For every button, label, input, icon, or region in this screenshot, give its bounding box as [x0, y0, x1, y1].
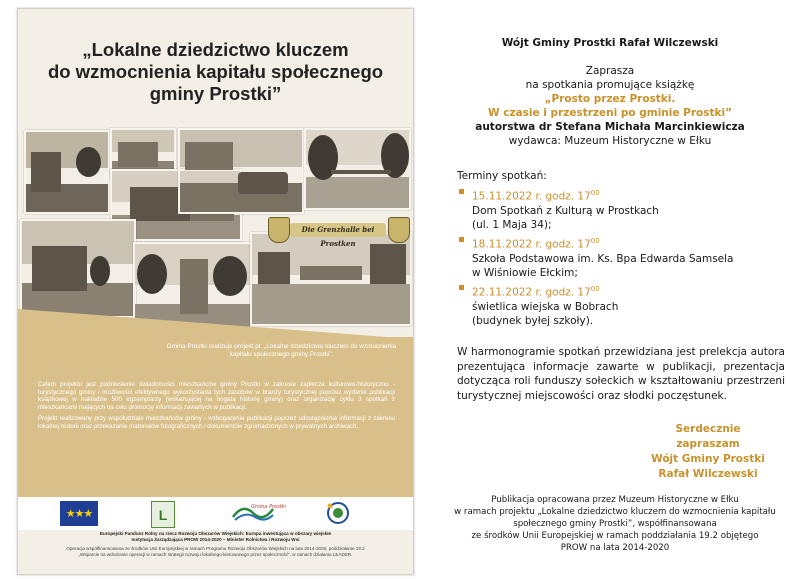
funding-logos — [18, 497, 413, 530]
publisher-text: wydawca: Muzeum Historyczne w Ełku — [508, 135, 712, 147]
author-name: Stefana Michała Marcinkiewicza — [555, 121, 745, 133]
meeting-place: Szkoła Podstawowa im. Ks. Bpa Edwarda Samsela — [472, 252, 734, 265]
meeting-item — [472, 234, 734, 280]
cover-funding-notice — [28, 531, 403, 558]
signature-line: Wójt Gminy Prostki — [651, 453, 765, 465]
eu-flag-logo: ★★★ — [60, 501, 98, 526]
meeting-date-text: 15.11.2022 r. godz. 17 — [472, 190, 591, 203]
cover-title-line: gminy Prostki” — [149, 83, 282, 104]
meeting-date-text: 22.11.2022 r. godz. 17 — [472, 286, 591, 299]
signature-line: Serdecznie zapraszam — [675, 423, 741, 450]
author-prefix: autorstwa dr — [475, 121, 552, 133]
meeting-date — [472, 282, 618, 300]
book-title: W czasie i przestrzeni po gminie Prostki” — [487, 107, 732, 119]
gold-panel-edge — [18, 309, 413, 339]
bullet-square-icon — [459, 189, 464, 194]
meeting-place: świetlica wiejska w Bobrach — [472, 300, 619, 313]
signature-block — [648, 422, 768, 482]
leader-logo: L — [151, 501, 175, 528]
publication-line: społecznego gminy Prostki”, współfinansowana — [513, 519, 717, 529]
publication-line: w ramach projektu „Lokalne dziedzictwo kluczem do wzmocnienia kapitału — [454, 507, 776, 517]
historic-photo — [178, 128, 304, 214]
project-intro: Gmina Prostki realizuje projekt pt. „Lokalne dziedzictwo kluczem do wzmocnienia kapitału społecznego gminy Prostki”. — [166, 343, 397, 358]
cover-title — [26, 39, 405, 105]
project-paragraph: Projekt realizowany przy współudziale mieszkańców gminy - wzbogacenie publikacji poprzez udostępnienie informacji z zakresu lokalnej historii oraz przekazanie materiałów fotograficznych i dokumentów zgromadzonych w prywatnych archiwach. — [38, 415, 395, 430]
coat-of-arms-icon — [388, 217, 410, 243]
signature-line: Rafał Wilczewski — [658, 468, 758, 480]
author-line — [430, 120, 790, 134]
gmina-prostki-logo — [231, 501, 286, 523]
meeting-date — [472, 234, 734, 252]
coat-of-arms-icon — [268, 217, 290, 243]
invitation-header: Wójt Gminy Prostki Rafał Wilczewski — [501, 37, 719, 49]
funding-line: „Wsparcie na wdrażanie operacji w ramach strategii rozwoju lokalnego kierowanego przez społeczność”, w ramach działania LEADER. — [78, 552, 353, 557]
funding-line: Operacja współfinansowana ze środków Unii Europejskiej w ramach Programu Rozwoju Obszarów Wiejskich na lata 2014-2020, poddziałanie 19.2 — [66, 546, 365, 551]
meeting-detail: (budynek byłej szkoły). — [472, 314, 594, 327]
historic-photo — [24, 130, 110, 214]
historic-photo — [20, 219, 136, 318]
meeting-minutes: 00 — [590, 237, 600, 245]
bullet-square-icon — [459, 285, 464, 290]
publication-note — [450, 494, 780, 554]
cover-title-line: do wzmocnienia kapitału społecznego — [47, 61, 384, 82]
invitation — [430, 0, 800, 579]
meeting-place: Dom Spotkań z Kulturą w Prostkach — [472, 204, 659, 217]
meeting-item — [472, 282, 618, 328]
invitation-intro — [430, 64, 790, 148]
invites-text: Zaprasza — [585, 65, 635, 77]
meeting-date — [472, 186, 659, 204]
meeting-minutes: 00 — [590, 189, 600, 197]
meeting-minutes: 00 — [590, 285, 600, 293]
prow-logo — [323, 501, 353, 526]
cover-title-line: „Lokalne dziedzictwo kluczem — [82, 39, 349, 60]
photo-banner — [268, 217, 408, 247]
meeting-item — [472, 186, 659, 232]
publication-line: PROW na lata 2014-2020 — [560, 543, 670, 553]
gmina-logo-text: Gmina Prostki — [251, 504, 286, 510]
book-cover — [17, 8, 414, 575]
meeting-intro-text: na spotkania promujące książkę — [525, 79, 695, 91]
banner-caption: Die Grenzhalle bei Prostken — [290, 223, 386, 237]
funding-line: Europejski Fundusz Rolny na rzecz Rozwoju Obszarów Wiejskich: Europa inwestująca w obszary wiejskie — [99, 531, 332, 536]
meeting-date-text: 18.11.2022 r. godz. 17 — [472, 238, 591, 251]
meeting-detail: w Wiśniowie Ełckim; — [472, 266, 578, 279]
historic-photo — [304, 128, 411, 210]
publication-line: Publikacja opracowana przez Muzeum Historyczne w Ełku — [491, 495, 739, 505]
program-paragraph: W harmonogramie spotkań przewidziana jest prelekcja autora prezentująca informacje zawarte w publikacji, prezentacja dotycząca roli funduszy sołeckich w kształtowaniu przestrzeni turystycznej miejscowości oraz słodki poczęstunek. — [457, 346, 785, 402]
project-description — [38, 381, 395, 435]
publication-line: ze środków Unii Europejskiej w ramach poddziałania 19.2 objętego — [471, 531, 759, 541]
funding-line: Instytucja Zarządzająca PROW 2014-2020 – Minister Rolnictwa i Rozwoju Wsi — [131, 537, 300, 542]
terms-label: Terminy spotkań: — [457, 170, 547, 182]
project-paragraph: Celem projektu jest podniesienie świadomości mieszkańców gminy Prostki w zakresie zaplecza kulturowo-historyczno - turystycznego gminy i możliwości efektywnego wykorzystania tych zasobów w branży turystycznej poprzez wydanie publikacji książkowej w nakładzie 500 egzemplarzy (wskazującej na bogatą historię gminy) oraz organizację cyklu 3 spotkań z mieszkańcami mających na celu promocję informacji zawartych w publikacji. — [38, 381, 395, 411]
book-title: „Prosto przez Prostki. — [544, 93, 676, 105]
meeting-detail: (ul. 1 Maja 34); — [472, 218, 552, 231]
bullet-square-icon — [459, 237, 464, 242]
